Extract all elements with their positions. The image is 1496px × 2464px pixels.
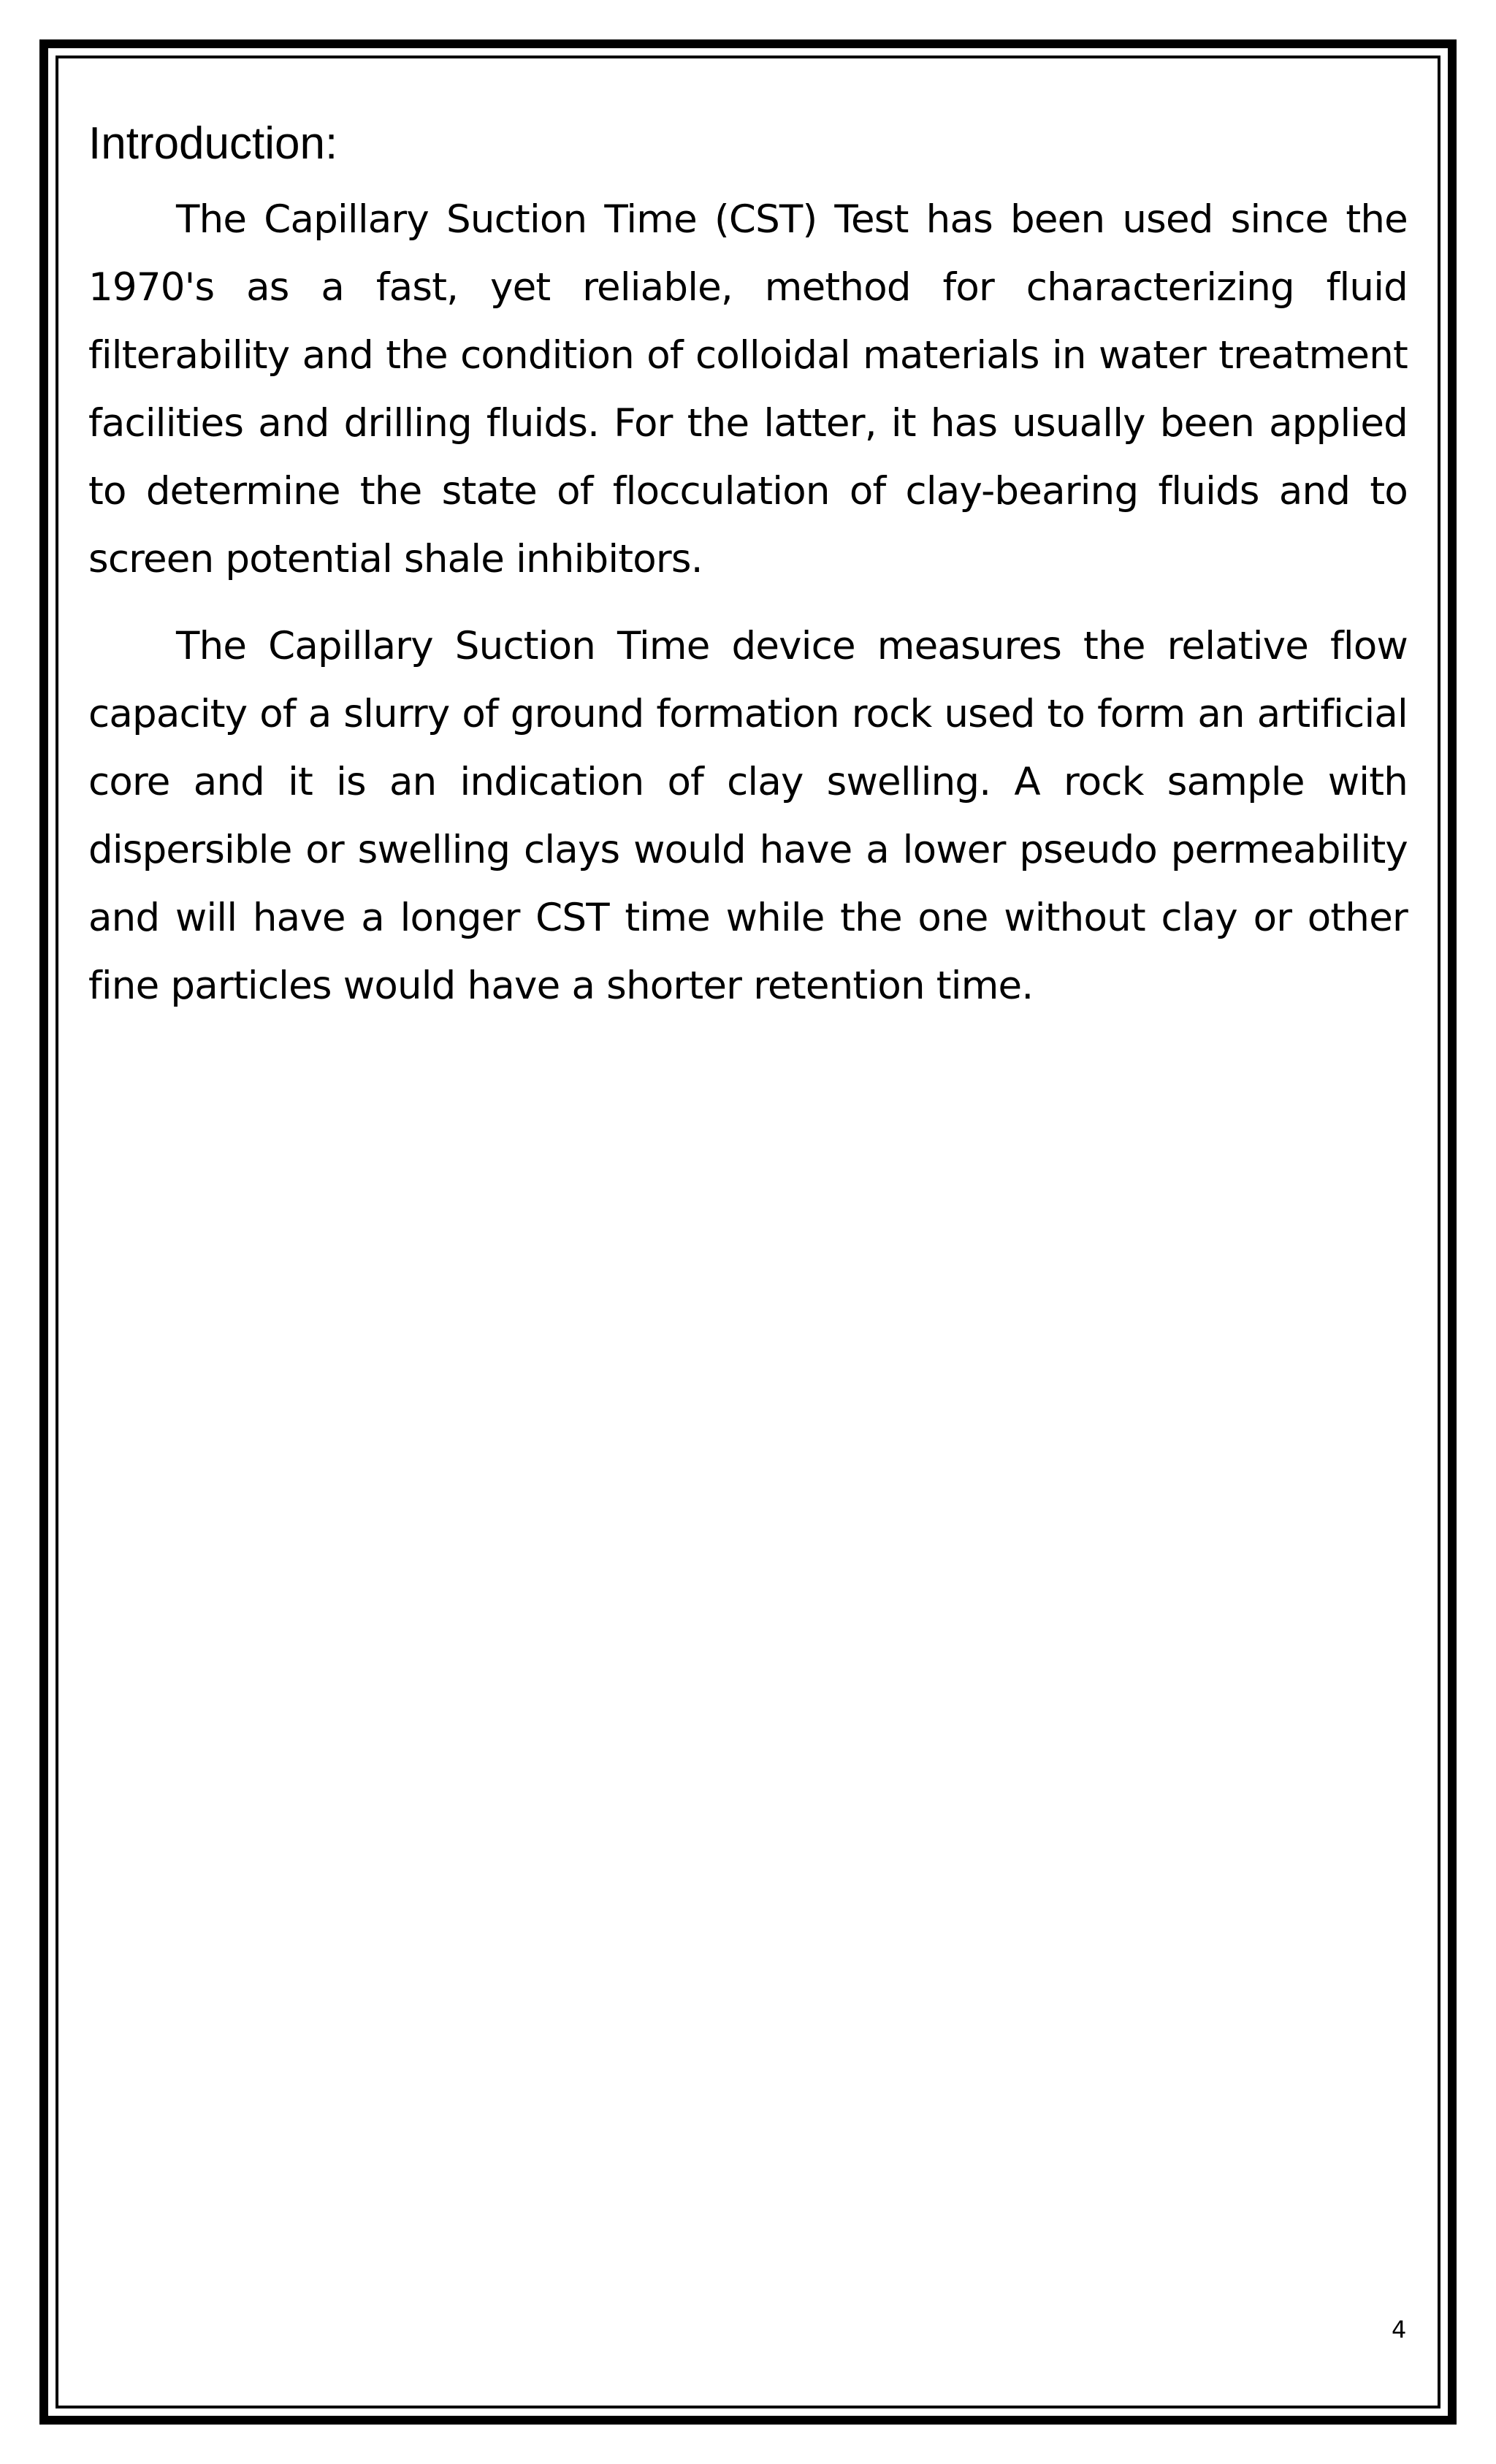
paragraph-1: The Capillary Suction Time (CST) Test has been used since the 1970's as a fast, yet reliable, method for characterizing fluid filterability and the condition of colloidal materials in water treatment facilities and drilling fluids. For the latter, it has usually been applied to determine the state of flocculation of clay-bearing fluids and to screen potential shale inhibitors. [88, 197, 1408, 582]
paragraph-2: The Capillary Suction Time device measures the relative flow capacity of a slurry of ground formation rock used to form an artificial core and it is an indication of clay swelling. A rock sample with dispersible or swelling clays would have a lower pseudo permeability and will have a longer CST time while the one without clay or other fine particles would have a shorter retention time. [88, 624, 1408, 1009]
page-content [88, 117, 1408, 1039]
section-heading: Introduction: [88, 118, 338, 169]
page-number: 4 [1392, 2316, 1407, 2343]
